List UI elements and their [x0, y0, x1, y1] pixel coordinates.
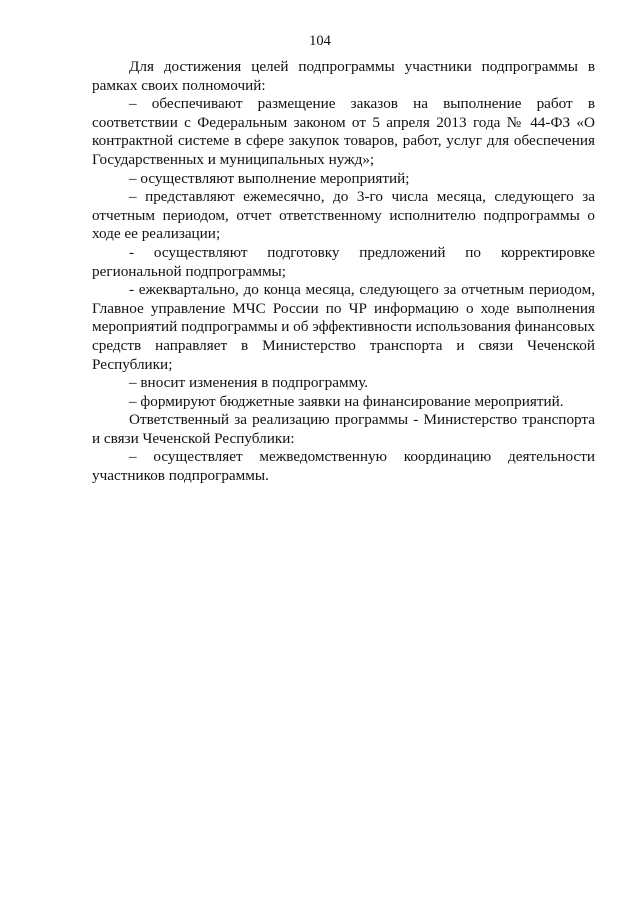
paragraph-execute-measures: – осуществляют выполнение мероприятий; — [129, 169, 410, 187]
paragraph-budget-requests: – формируют бюджетные заявки на финансирование мероприятий. — [129, 392, 564, 410]
page-number: 104 — [309, 33, 331, 49]
paragraph-proposals: - осуществляют подготовку предложений по корректировке региональной подпрограммы; — [92, 243, 595, 280]
body-text — [92, 58, 595, 486]
paragraph-monthly-report: – представляют ежемесячно, до 3-го числа месяца, следующего за отчетным периодом, отчет ответственному исполнителю подпрограммы о ходе ее реализации; — [92, 188, 595, 243]
paragraph-coordination: – осуществляет межведомственную координацию деятельности участников подпрограммы. — [92, 448, 595, 485]
paragraph-intro: Для достижения целей подпрограммы участники подпрограммы в рамках своих полномочий: — [92, 58, 595, 94]
paragraph-quarterly-info: - ежеквартально, до конца месяца, следующего за отчетным периодом, Главное управление МЧС России по ЧР информацию о ходе выполнения мероприятий подпрограммы и об эффективности использования финансовых средств направляет в Министерство транспорта и связи Чеченской Республики; — [92, 281, 595, 373]
paragraph-amendments: – вносит изменения в подпрограмму. — [129, 374, 369, 392]
paragraph-responsible: Ответственный за реализацию программы - Министерство транспорта и связи Чеченской Республики: — [92, 411, 595, 447]
paragraph-contracts: – обеспечивают размещение заказов на выполнение работ в соответствии с Федеральным законом от 5 апреля 2013 года № 44-ФЗ «О контрактной системе в сфере закупок товаров, работ, услуг для обеспечения Государственных и муниципальных нужд»; — [92, 95, 595, 168]
